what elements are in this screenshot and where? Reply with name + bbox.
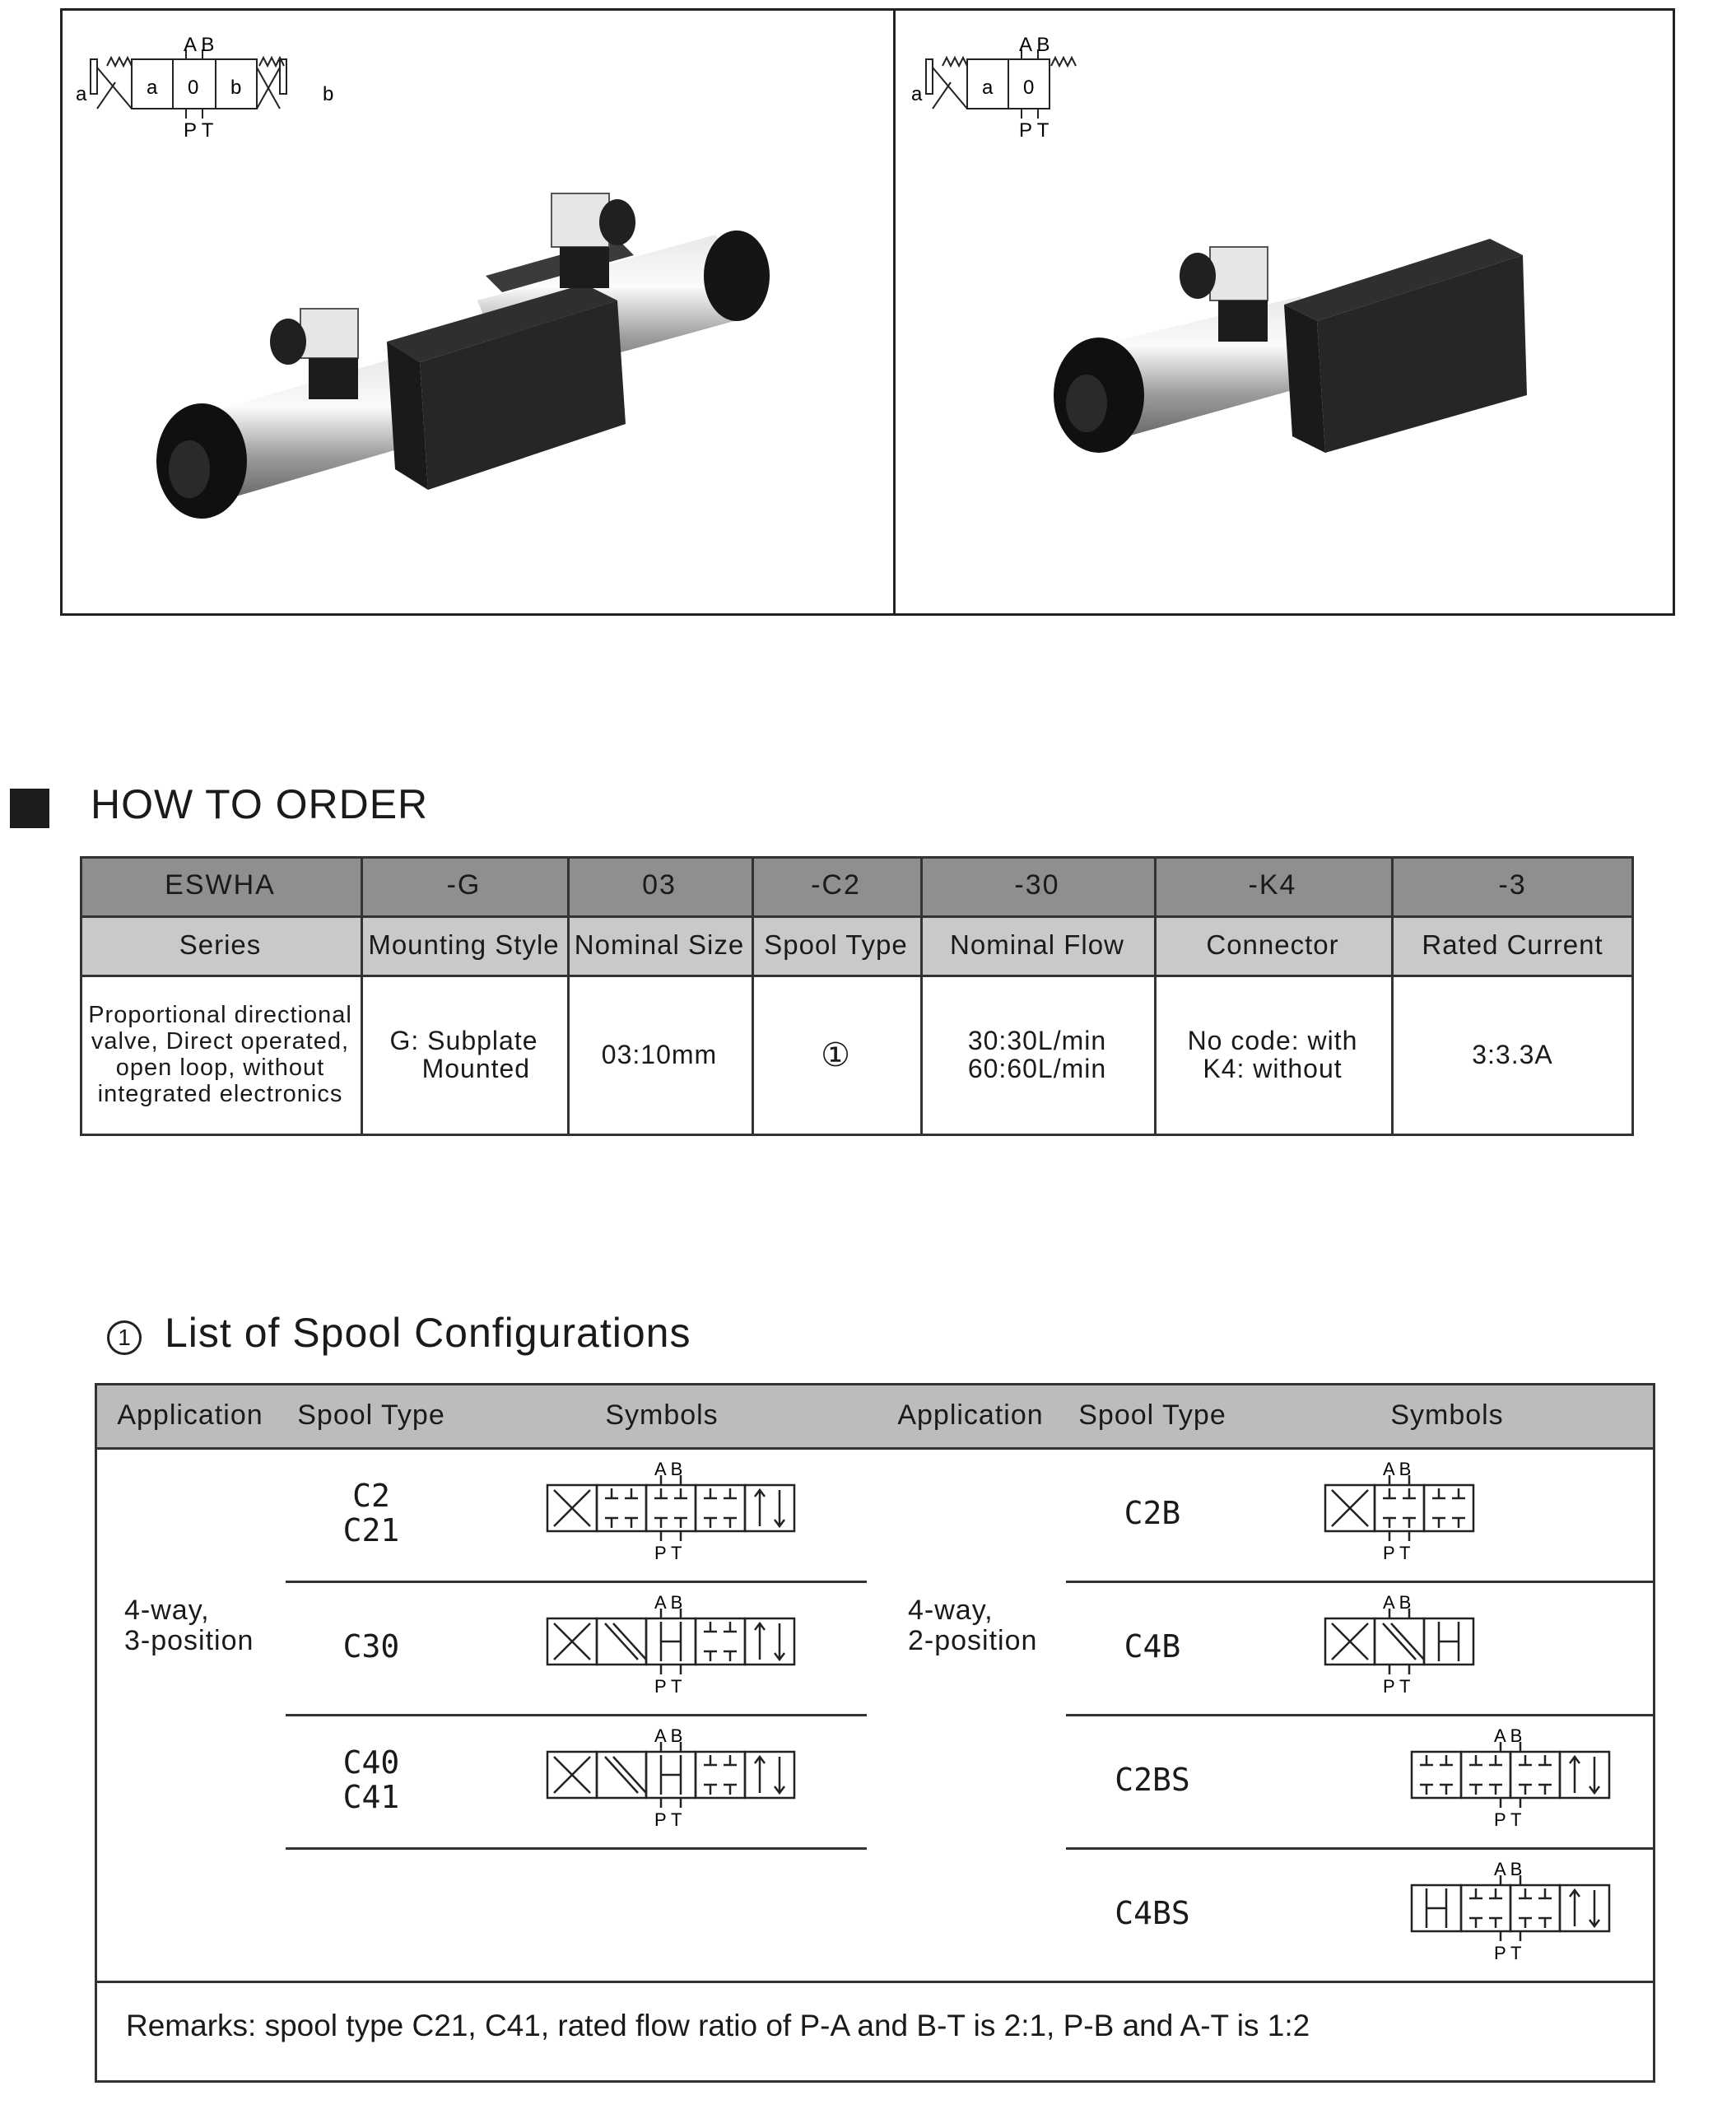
spool-type-right-3: C4BS	[1115, 1895, 1190, 1932]
spool-table-bottom-border	[95, 2080, 1655, 2083]
symbol-position-0-label: 0	[1023, 77, 1035, 99]
order-table-hline	[80, 856, 1634, 859]
symbol-ports-top: A B	[184, 34, 215, 56]
order-label-2: Nominal Size	[567, 915, 752, 975]
order-code-6: -3	[1391, 856, 1634, 915]
symbol-port-label-top: A B	[1494, 1725, 1523, 1746]
order-table-vline	[361, 856, 363, 1136]
order-label-3: Spool Type	[752, 915, 920, 975]
symbol-port-label-bottom: P T	[654, 1543, 682, 1563]
order-desc-5: No code: with K4: without	[1154, 975, 1391, 1136]
order-table-vline	[1391, 856, 1394, 1136]
remarks-text: Remarks: spool type C21, C41, rated flow ratio of P-A and B-T is 2:1, P-B and A-T is 1:2	[126, 2009, 1310, 2042]
symbol-port-label-top: A B	[1383, 1459, 1412, 1479]
spool-header-gap	[867, 1383, 875, 1447]
spool-table-right-border	[1653, 1383, 1655, 2083]
spool-symbol-right-1	[1317, 1592, 1482, 1699]
order-table-vline	[1631, 856, 1634, 1136]
order-table-vline	[567, 856, 570, 1136]
spool-row-divider-left	[286, 1847, 867, 1850]
order-table-vline	[80, 856, 82, 1136]
order-table-hline	[80, 1134, 1634, 1136]
order-code-3: -C2	[752, 856, 920, 915]
spool-row-divider-left	[286, 1714, 867, 1716]
symbol-port-label-top: A B	[654, 1459, 683, 1479]
spool-type-left-0: C2 C21	[342, 1478, 400, 1548]
spool-table-left-border	[95, 1383, 97, 2083]
order-label-6: Rated Current	[1391, 915, 1634, 975]
symbol-port-label-top: A B	[1494, 1859, 1523, 1879]
symbol-port-label-bottom: P T	[1383, 1543, 1411, 1563]
footnote-number-circle: 1	[107, 1320, 142, 1355]
order-label-0: Series	[80, 915, 361, 975]
spool-symbol-left-0	[539, 1459, 803, 1566]
symbol-position-0-label: 0	[188, 77, 199, 99]
spool-row-divider-right	[1066, 1581, 1655, 1583]
order-table-hline	[80, 975, 1634, 977]
order-label-1: Mounting Style	[361, 915, 567, 975]
spool-header-application: Application	[95, 1383, 286, 1447]
spool-row-divider-left	[286, 1581, 867, 1583]
symbol-ports-bottom: P T	[184, 119, 214, 140]
application-right: 4-way, 2-position	[908, 1595, 1038, 1657]
spool-row-divider-right	[1066, 1714, 1655, 1716]
photo-panel-divider	[893, 8, 896, 616]
symbol-port-label-bottom: P T	[654, 1676, 682, 1697]
symbol-port-label-bottom: P T	[654, 1809, 682, 1830]
spool-configurations-heading: List of Spool Configurations	[165, 1310, 691, 1356]
symbol-ports-bottom: P T	[1019, 119, 1050, 140]
spool-symbol-left-2	[539, 1725, 803, 1832]
double-solenoid-symbol	[74, 33, 354, 140]
symbol-solenoid-a-label: a	[911, 83, 923, 105]
order-code-4: -30	[920, 856, 1154, 915]
spool-header-spool_type: Spool Type	[1066, 1383, 1239, 1447]
single-solenoid-valve-photo	[1029, 206, 1564, 494]
order-table-vline	[1154, 856, 1157, 1136]
order-table-vline	[752, 856, 754, 1136]
spool-header-symbols: Symbols	[457, 1383, 867, 1447]
symbol-position-b-label: b	[230, 77, 242, 99]
spool-type-right-1: C4B	[1124, 1628, 1181, 1665]
symbol-port-label-bottom: P T	[1383, 1676, 1411, 1697]
order-label-4: Nominal Flow	[920, 915, 1154, 975]
order-code-5: -K4	[1154, 856, 1391, 915]
spool-type-right-2: C2BS	[1115, 1762, 1190, 1799]
double-solenoid-valve-photo	[123, 177, 823, 523]
how-to-order-table	[80, 856, 1634, 1136]
undefined	[457, 1383, 692, 1385]
spool-configurations-table	[95, 1383, 1655, 2083]
order-desc-3: ①	[752, 975, 920, 1136]
order-table-hline	[80, 915, 1634, 918]
spool-header-bottom-border	[95, 1447, 1655, 1450]
symbol-solenoid-a-label: a	[76, 83, 87, 105]
symbol-position-a-label: a	[982, 77, 994, 99]
spool-type-left-2: C40 C41	[342, 1744, 400, 1815]
spool-symbol-left-1	[539, 1592, 803, 1699]
how-to-order-heading: HOW TO ORDER	[91, 781, 429, 827]
order-table-vline	[920, 856, 923, 1136]
symbol-port-label-bottom: P T	[1494, 1943, 1522, 1963]
spool-type-right-0: C2B	[1124, 1495, 1181, 1532]
order-code-2: 03	[567, 856, 752, 915]
symbol-solenoid-b-label: b	[323, 83, 334, 105]
spool-symbol-right-3	[1403, 1859, 1617, 1966]
application-left: 4-way, 3-position	[124, 1595, 254, 1657]
order-desc-2: 03:10mm	[567, 975, 752, 1136]
order-desc-4: 30:30L/min 60:60L/min	[920, 975, 1154, 1136]
spool-symbol-right-0	[1317, 1459, 1482, 1566]
spool-row-divider-right	[1066, 1847, 1655, 1850]
symbol-port-label-top: A B	[654, 1725, 683, 1746]
spool-remarks-top-border	[95, 1981, 1655, 1983]
section-marker-square	[10, 789, 49, 828]
symbol-ports-top: A B	[1019, 34, 1050, 56]
spool-type-left-3	[286, 1847, 457, 1981]
order-desc-1: G: Subplate Mounted	[361, 975, 567, 1136]
spool-symbol-right-2	[1403, 1725, 1617, 1832]
order-desc-6: 3:3.3A	[1391, 975, 1634, 1136]
order-label-5: Connector	[1154, 915, 1391, 975]
symbol-port-label-bottom: P T	[1494, 1809, 1522, 1830]
spool-type-left-1: C30	[342, 1628, 400, 1665]
spool-header-application: Application	[875, 1383, 1066, 1447]
spool-header-spool_type: Spool Type	[286, 1383, 457, 1447]
symbol-port-label-top: A B	[654, 1592, 683, 1613]
order-desc-0: Proportional directional valve, Direct operated, open loop, without integrated electronics	[80, 975, 361, 1136]
symbol-position-a-label: a	[147, 77, 158, 99]
spool-header-symbols: Symbols	[1239, 1383, 1655, 1447]
symbol-port-label-top: A B	[1383, 1592, 1412, 1613]
order-code-0: ESWHA	[80, 856, 361, 915]
single-solenoid-symbol	[910, 33, 1107, 140]
order-code-1: -G	[361, 856, 567, 915]
